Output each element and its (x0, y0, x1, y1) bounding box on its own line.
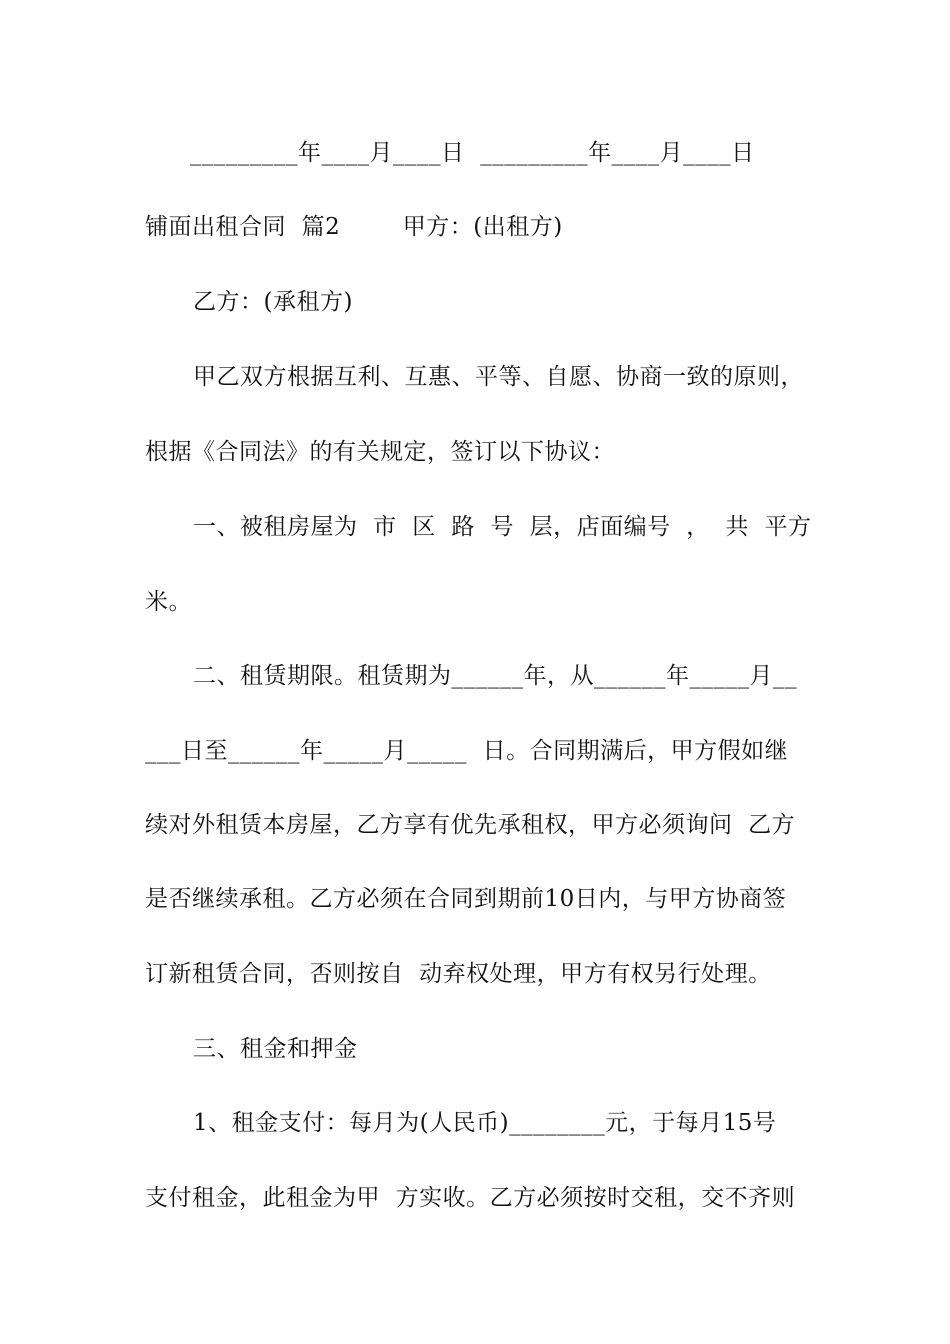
paragraph-line: 是否继续承租。乙方必须在合同到期前10日内，与甲方协商签 (145, 886, 787, 912)
paragraph-line: 续对外租赁本房屋，乙方享有优先承租权，甲方必须询问 乙方 (145, 812, 796, 838)
paragraph-line: ___日至______年_____月_____ 日。合同期满后，甲方假如继 (145, 738, 789, 764)
clause-1-line: 一、被租房屋为 市 区 路 号 层，店面编号 ， 共 平方 (193, 514, 812, 540)
party-b-line: 乙方：(承租方) (193, 289, 353, 315)
paragraph-line: 订新租赁合同，否则按自 动弃权处理，甲方有权另行处理。 (145, 961, 772, 987)
paragraph-line: 米。 (145, 589, 192, 615)
clause-2-line: 二、租赁期限。租赁期为______年，从______年_____月__ (193, 663, 797, 689)
signature-date-line: _________年____月____日 _________年____月____日 (190, 140, 755, 166)
clause-3-heading: 三、租金和押金 (193, 1036, 358, 1062)
paragraph-line: 根据《合同法》的有关规定，签订以下协议： (145, 439, 615, 465)
contract-title-line: 铺面出租合同 篇2 甲方：(出租方) (145, 214, 563, 240)
paragraph-line: 甲乙双方根据互利、互惠、平等、自愿、协商一致的原则， (193, 364, 804, 390)
paragraph-line: 支付租金，此租金为甲 方实收。乙方必须按时交租，交不齐则 (145, 1185, 796, 1211)
clause-3-1-line: 1、租金支付：每月为(人民币)________元，于每月15号 (193, 1110, 777, 1136)
